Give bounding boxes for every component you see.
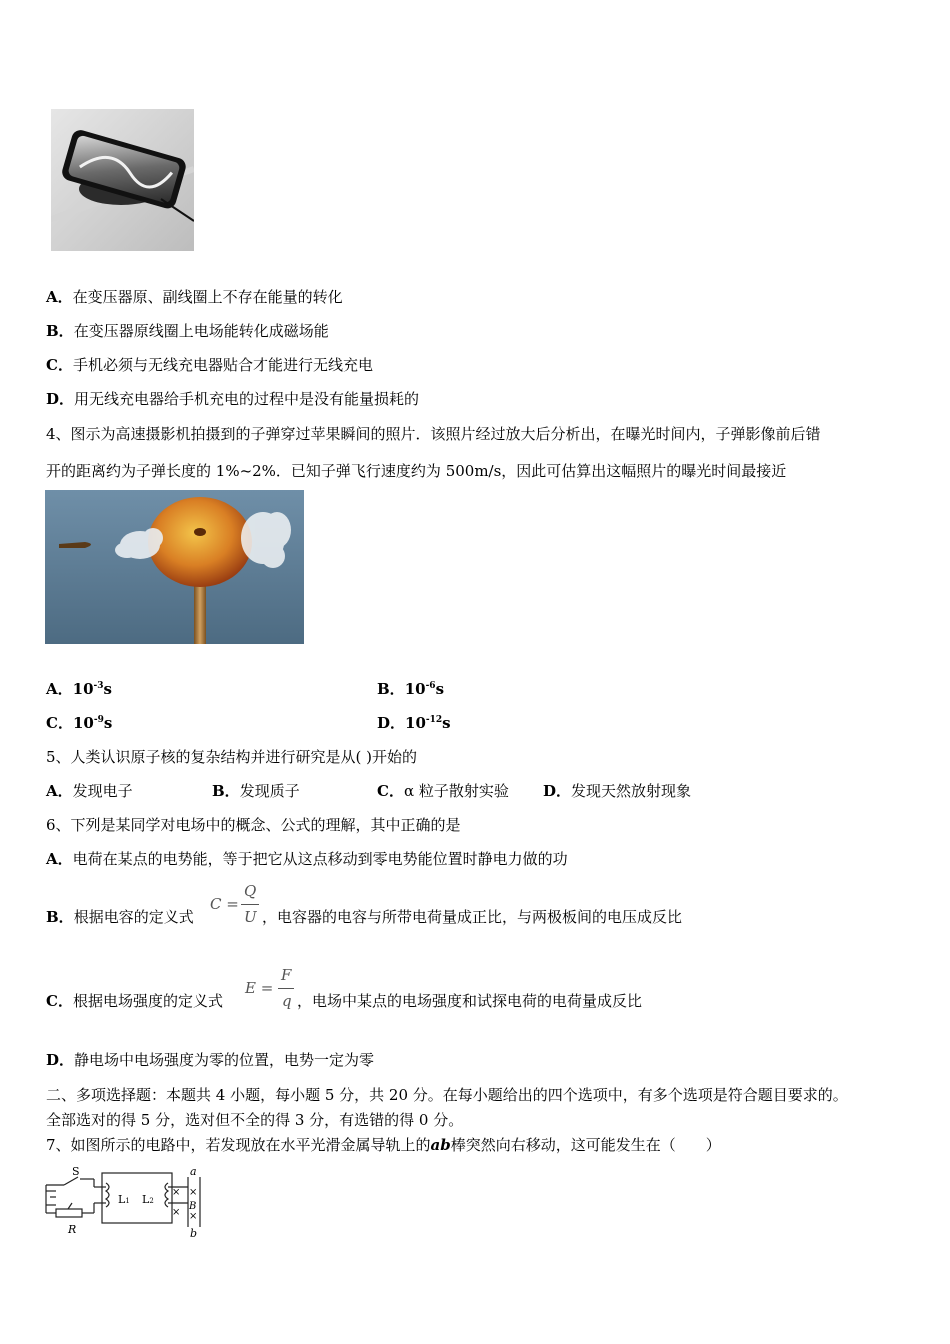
capacitance-formula-den: U [244,908,257,926]
q4-stem-line2: 开的距离约为子弹长度的 1%~2%．已知子弹飞行速度约为 500m/s，因此可估算出这幅照片的曝光时间最接近 [46,462,787,480]
q3-option-b: B．在变压器原线圈上电场能转化成磁场能 [46,322,329,340]
q6-option-b-rest: ，电容器的电容与所带电荷量成正比，与两极板间的电压成反比 [262,908,683,926]
q7-circuit-diagram [42,1163,206,1239]
field-cross-1: × [172,1187,181,1198]
section2-instructions-line1: 二、多项选择题：本题共 4 小题，每小题 5 分，共 20 分。在每小题给出的四个选项中，有多个选项是符合题目要求的。 [46,1086,848,1104]
switch-label: S [72,1165,80,1178]
q3-option-a: A．在变压器原、副线圈上不存在能量的转化 [46,288,343,306]
field-fraction-bar [278,988,294,989]
resistor-label: R [68,1223,77,1236]
q4-option-c: C．$10^{-9}s$ [46,714,113,732]
q6-stem: 6、下列是某同学对电场中的概念、公式的理解，其中正确的是 [46,816,461,834]
wireless-charger-photo [51,109,194,251]
q6-option-b: B．根据电容的定义式 [46,908,194,926]
q6-option-d: D．静电场中电场强度为零的位置，电势一定为零 [46,1051,375,1069]
section2-instructions-line2: 全部选对的得 5 分，选对但不全的得 3 分，有选错的得 0 分。 [46,1111,464,1129]
q5-option-c: C．α 粒子散射实验 [377,782,509,800]
q5-option-d: D．发现天然放射现象 [543,782,692,800]
field-formula-lhs: E = [245,979,274,997]
q4-stem-line1: 4、图示为高速摄影机拍摄到的子弹穿过苹果瞬间的照片．该照片经过放大后分析出，在曝光时间内，子弹影像前后错 [46,425,821,443]
field-cross-4: × [189,1211,198,1222]
q3-option-d: D．用无线充电器给手机充电的过程中是没有能量损耗的 [46,390,420,408]
field-formula-num: F [281,966,292,984]
field-formula-den: q [282,992,292,1010]
q6-option-c-rest: ，电场中某点的电场强度和试探电荷的电荷量成反比 [297,992,643,1010]
q6-option-a: A．电荷在某点的电势能，等于把它从这点移动到零电势能位置时静电力做的功 [46,850,568,868]
q5-option-a: A．发现电子 [46,782,133,800]
field-cross-2: × [189,1187,198,1198]
q4-option-a: A．$10^{-3}s$ [46,680,112,698]
coil-l2-label: L2 [142,1193,154,1206]
bullet-apple-photo [45,490,304,644]
q7-stem: 7、如图所示的电路中，若发现放在水平光滑金属导轨上的ab棒突然向右移动，这可能发生在（ ） [46,1136,721,1154]
field-cross-3: × [172,1207,181,1218]
capacitance-formula-lhs: C = [210,895,239,913]
capacitance-fraction-bar [241,904,259,905]
coil-l1-label: L1 [118,1193,130,1206]
q4-option-b: B．$10^{-6}s$ [377,680,445,698]
capacitance-formula-num: Q [244,882,257,900]
rail-b-label: b [190,1227,198,1239]
q5-stem: 5、人类认识原子核的复杂结构并进行研究是从( )开始的 [46,748,418,766]
rail-a-label: a [190,1165,197,1178]
field-b-label: B [189,1201,197,1212]
q3-option-c: C．手机必须与无线充电器贴合才能进行无线充电 [46,356,373,374]
q6-option-c: C．根据电场强度的定义式 [46,992,223,1010]
q5-option-b: B．发现质子 [212,782,300,800]
q4-option-d: D．$10^{-12}s$ [377,714,451,732]
